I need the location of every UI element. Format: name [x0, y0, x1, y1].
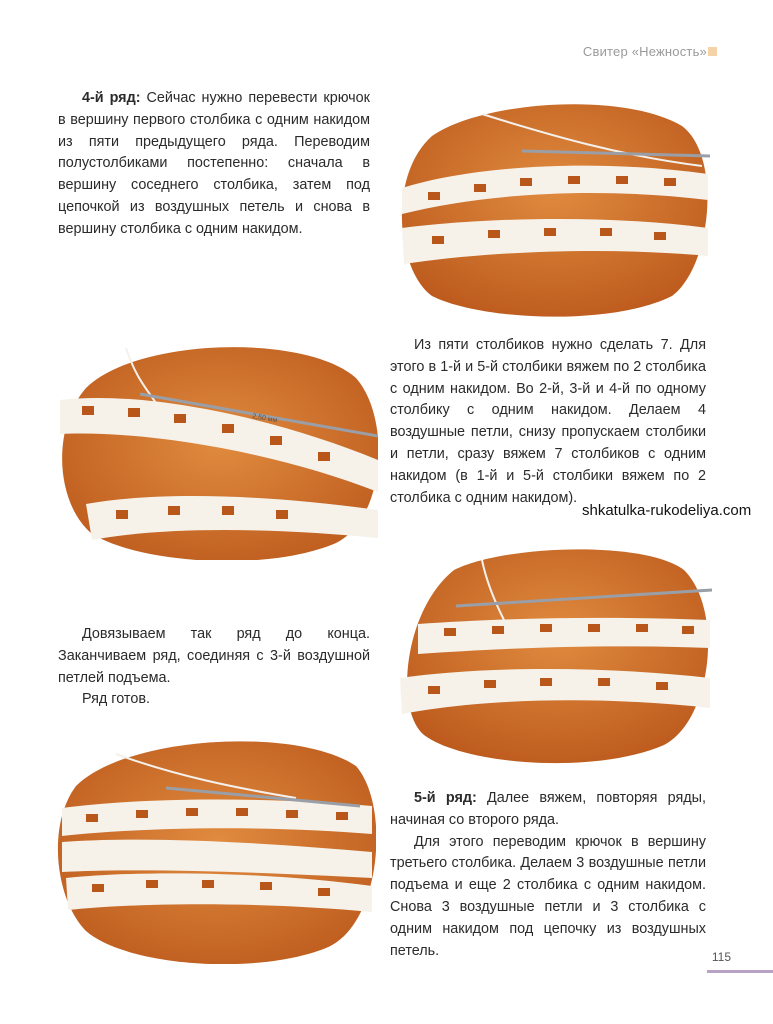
seven-stitches-paragraph — [390, 335, 706, 509]
photo-row4-start — [392, 96, 710, 318]
photo-row5-start — [56, 726, 376, 964]
running-header: Свитер «Нежность» — [582, 44, 707, 59]
row5-instructions — [390, 788, 706, 962]
row5-detail-text: Для этого переводим крючок в вершину третьего столбика. Делаем 3 воздушные петли подъема и еще 2 столбика с одним накидом. Снова 3 воздушные петли и 3 столбика с одним накидом под цепочку из воздушных петель. — [390, 833, 706, 959]
row-finish-text: Довязываем так ряд до конца. Заканчиваем ряд, соединяя с 3-й воздушной петлей подъема. — [58, 626, 370, 686]
row4-body: Сейчас нужно перевести крючок в вершину первого столбика с одним накидом из пяти предыдущего ряда. Переводим полустолбиками постепенно: сначала в вершину соседнего столбика, затем под цепочкой из воздушных петель и снова в вершину столбика с одним накидом. — [58, 90, 370, 237]
row4-label: 4-й ряд: — [82, 90, 141, 106]
row-finish-paragraph — [58, 624, 370, 711]
header-accent-square — [708, 47, 717, 56]
hook-size-label: 2,50 мм — [251, 413, 278, 425]
page-number-rule — [707, 970, 773, 973]
row5-label: 5-й ряд: — [414, 790, 477, 806]
site-watermark: shkatulka-rukodeliya.com — [582, 502, 752, 519]
page-number: 115 — [711, 950, 731, 964]
seven-stitches-text: Из пяти столбиков нужно сделать 7. Для этого в 1-й и 5-й столбики вяжем по 2 столбика с одним накидом. Во 2-й, 3-й и 4-й по одному столбику с одним накидом. Делаем 4 воздушные петли, снизу пропускаем столбики и петли, сразу вяжем 7 столбиков с одним накидом (в 1-й и 5-й столбики вяжем по 2 столбика с одним накидом). — [390, 337, 706, 506]
row5-body: Далее вяжем, повторяя ряды, начиная со второго ряда. — [390, 790, 706, 828]
row-ready-text: Ряд готов. — [82, 691, 151, 708]
photo-hook-in-stitch — [56, 328, 378, 560]
photo-row-continued — [394, 540, 712, 766]
row4-instructions — [58, 88, 370, 241]
